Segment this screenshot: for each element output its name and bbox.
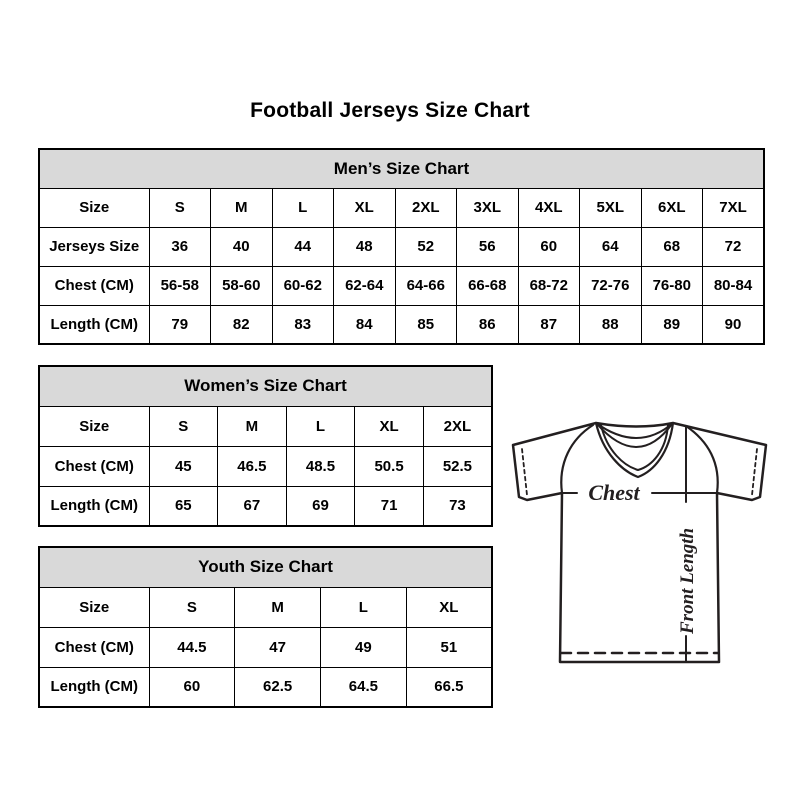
value-cell: 4XL <box>518 188 580 227</box>
value-cell: 64 <box>580 227 642 266</box>
value-cell: 46.5 <box>218 446 287 486</box>
value-cell: 49 <box>321 627 407 667</box>
value-cell: 90 <box>703 305 765 344</box>
value-cell: 88 <box>580 305 642 344</box>
value-cell: 72 <box>703 227 765 266</box>
value-cell: 80-84 <box>703 266 765 305</box>
value-cell: S <box>149 406 218 446</box>
value-cell: 87 <box>518 305 580 344</box>
value-cell: 72-76 <box>580 266 642 305</box>
value-cell: 51 <box>406 627 492 667</box>
value-cell: 60 <box>518 227 580 266</box>
value-cell: 86 <box>457 305 519 344</box>
value-cell: 40 <box>211 227 273 266</box>
table-row <box>39 486 492 526</box>
jersey-measurement-diagram <box>505 403 777 671</box>
value-cell: 62-64 <box>334 266 396 305</box>
value-cell: 66.5 <box>406 667 492 707</box>
value-cell: 5XL <box>580 188 642 227</box>
value-cell: XL <box>406 587 492 627</box>
value-cell: 52.5 <box>423 446 492 486</box>
table-row <box>39 406 492 446</box>
jersey-outline <box>513 423 766 662</box>
value-cell: XL <box>355 406 424 446</box>
row-label: Chest (CM) <box>39 446 149 486</box>
value-cell: 64-66 <box>395 266 457 305</box>
value-cell: L <box>286 406 355 446</box>
value-cell: 7XL <box>703 188 765 227</box>
jersey-icon <box>505 403 777 671</box>
value-cell: 62.5 <box>235 667 321 707</box>
table-row <box>39 188 764 227</box>
value-cell: L <box>321 587 407 627</box>
table-row <box>39 227 764 266</box>
value-cell: S <box>149 587 235 627</box>
value-cell: 48 <box>334 227 396 266</box>
value-cell: 89 <box>641 305 703 344</box>
value-cell: 71 <box>355 486 424 526</box>
value-cell: 6XL <box>641 188 703 227</box>
value-cell: 47 <box>235 627 321 667</box>
value-cell: 3XL <box>457 188 519 227</box>
value-cell: 73 <box>423 486 492 526</box>
value-cell: 64.5 <box>321 667 407 707</box>
value-cell: 48.5 <box>286 446 355 486</box>
table-header-row <box>39 366 492 406</box>
value-cell: 84 <box>334 305 396 344</box>
value-cell: M <box>218 406 287 446</box>
row-label: Length (CM) <box>39 486 149 526</box>
value-cell: 65 <box>149 486 218 526</box>
mens-size-table <box>38 148 765 345</box>
value-cell: 58-60 <box>211 266 273 305</box>
value-cell: 68-72 <box>518 266 580 305</box>
row-label: Length (CM) <box>39 305 149 344</box>
row-label: Size <box>39 188 149 227</box>
value-cell: 56-58 <box>149 266 211 305</box>
value-cell: 82 <box>211 305 273 344</box>
womens-size-table <box>38 365 493 527</box>
value-cell: 36 <box>149 227 211 266</box>
value-cell: 85 <box>395 305 457 344</box>
mens-table-title: Men’s Size Chart <box>39 149 764 188</box>
youth-table-title: Youth Size Chart <box>39 547 492 587</box>
value-cell: 60-62 <box>272 266 334 305</box>
table-row <box>39 587 492 627</box>
value-cell: 83 <box>272 305 334 344</box>
value-cell: 50.5 <box>355 446 424 486</box>
value-cell: 67 <box>218 486 287 526</box>
table-header-row <box>39 547 492 587</box>
table-row <box>39 266 764 305</box>
value-cell: 66-68 <box>457 266 519 305</box>
value-cell: 52 <box>395 227 457 266</box>
row-label: Length (CM) <box>39 667 149 707</box>
value-cell: 2XL <box>395 188 457 227</box>
row-label: Size <box>39 406 149 446</box>
table-header-row <box>39 149 764 188</box>
value-cell: 60 <box>149 667 235 707</box>
page-title: Football Jerseys Size Chart <box>250 99 530 122</box>
youth-size-table <box>38 546 493 708</box>
value-cell: 76-80 <box>641 266 703 305</box>
table-row <box>39 627 492 667</box>
row-label: Chest (CM) <box>39 627 149 667</box>
value-cell: 45 <box>149 446 218 486</box>
value-cell: 56 <box>457 227 519 266</box>
value-cell: XL <box>334 188 396 227</box>
front-length-label: Front Length <box>677 527 698 634</box>
table-row <box>39 667 492 707</box>
value-cell: S <box>149 188 211 227</box>
row-label: Size <box>39 587 149 627</box>
value-cell: M <box>211 188 273 227</box>
row-label: Jerseys Size <box>39 227 149 266</box>
value-cell: 79 <box>149 305 211 344</box>
chest-label: Chest <box>588 480 640 505</box>
womens-table-title: Women’s Size Chart <box>39 366 492 406</box>
table-row <box>39 305 764 344</box>
value-cell: 2XL <box>423 406 492 446</box>
value-cell: L <box>272 188 334 227</box>
value-cell: 44.5 <box>149 627 235 667</box>
value-cell: 44 <box>272 227 334 266</box>
row-label: Chest (CM) <box>39 266 149 305</box>
value-cell: M <box>235 587 321 627</box>
value-cell: 68 <box>641 227 703 266</box>
value-cell: 69 <box>286 486 355 526</box>
table-row <box>39 446 492 486</box>
